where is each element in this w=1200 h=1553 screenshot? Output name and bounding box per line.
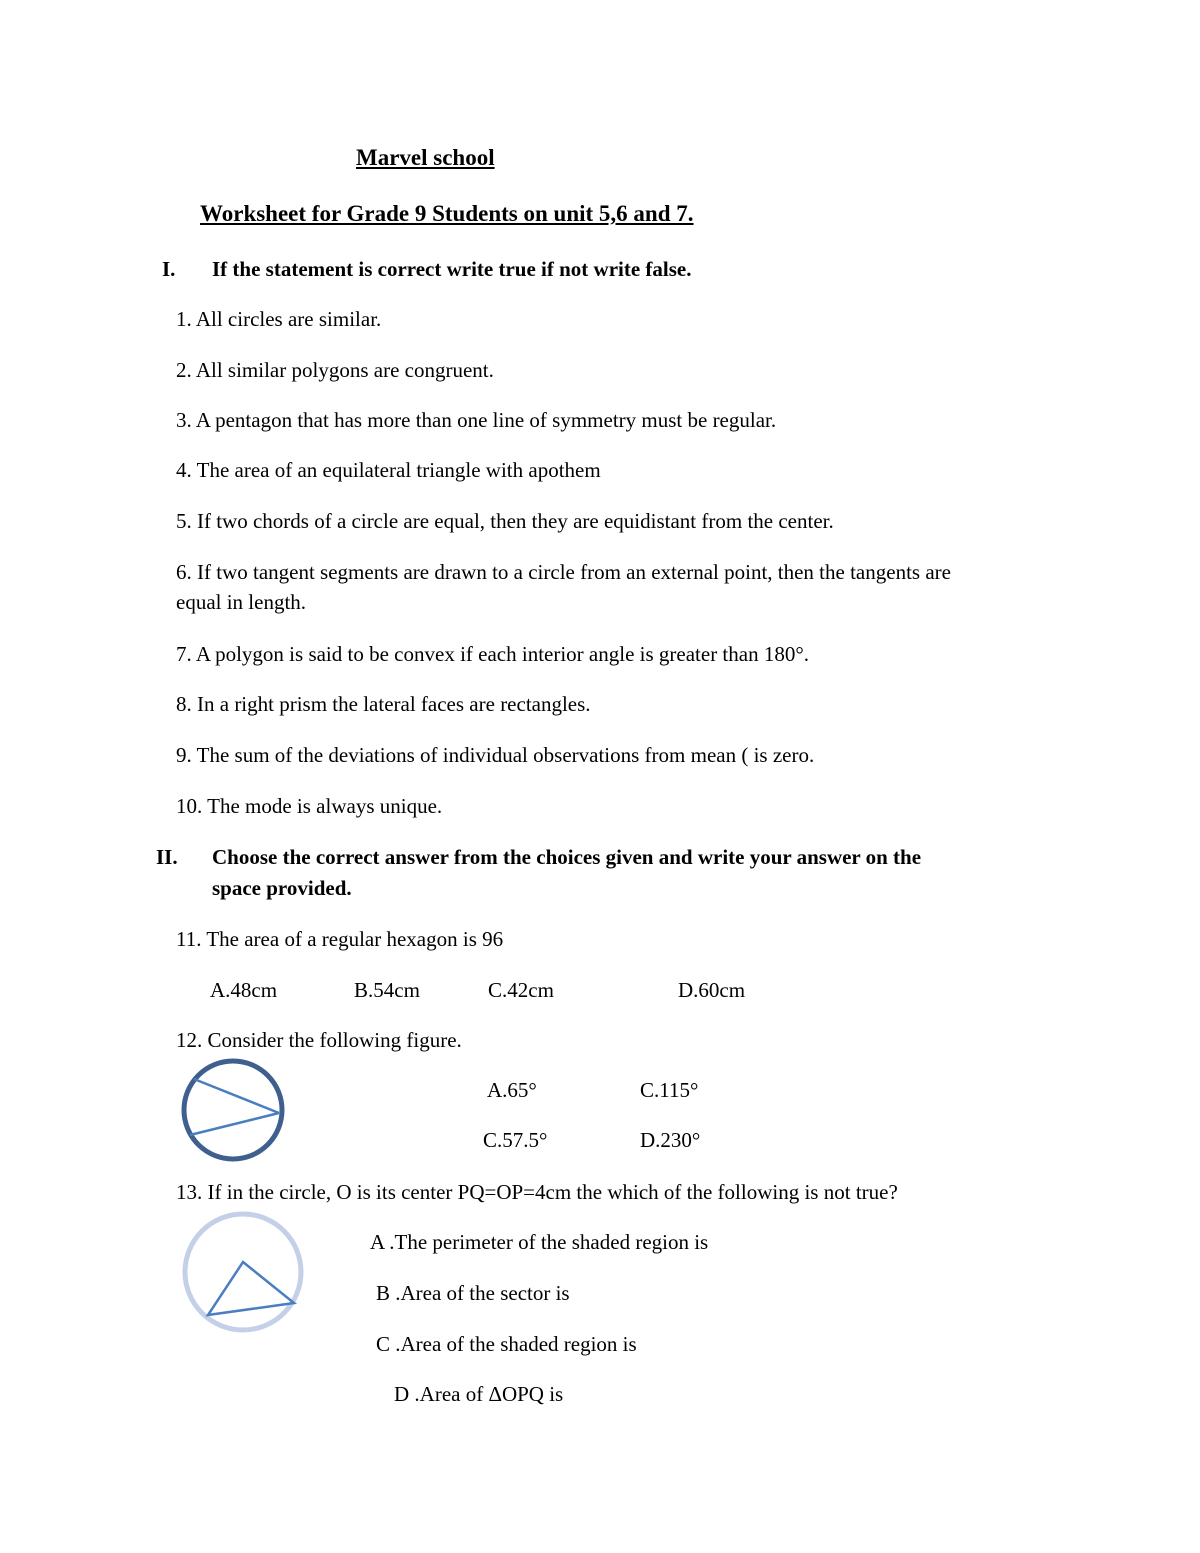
question-9: 9. The sum of the deviations of individual observations from mean ( is zero.	[176, 743, 815, 767]
q12-option-c2: C.57.5°	[483, 1128, 548, 1152]
q12-option-a: A.65°	[487, 1078, 537, 1102]
section-2-number: II.	[156, 845, 178, 869]
q12-circle-figure	[178, 1058, 290, 1164]
question-3: 3. A pentagon that has more than one line of symmetry must be regular.	[176, 408, 777, 432]
q12-option-d: D.230°	[640, 1128, 701, 1152]
section-2-instruction-line1: Choose the correct answer from the choices given and write your answer on the	[212, 845, 922, 869]
q11-option-a: A.48cm	[210, 978, 278, 1002]
section-2-instruction-line2: space provided.	[212, 876, 352, 900]
question-4: 4. The area of an equilateral triangle with apothem	[176, 458, 601, 482]
question-6-continued: equal in length.	[176, 590, 307, 614]
question-8: 8. In a right prism the lateral faces are rectangles.	[176, 692, 591, 716]
q13-option-c: C .Area of the shaded region is	[376, 1332, 637, 1356]
q13-option-a: A .The perimeter of the shaded region is	[370, 1230, 709, 1254]
q13-circle-figure	[178, 1210, 310, 1336]
q11-option-d: D.60cm	[678, 978, 746, 1002]
question-7: 7. A polygon is said to be convex if each interior angle is greater than 180°.	[176, 642, 809, 666]
question-5: 5. If two chords of a circle are equal, then they are equidistant from the center.	[176, 509, 834, 533]
question-12: 12. Consider the following figure.	[176, 1028, 462, 1052]
question-10: 10. The mode is always unique.	[176, 794, 443, 818]
school-name: Marvel school	[356, 145, 495, 170]
q12-circle	[184, 1061, 282, 1159]
question-6: 6. If two tangent segments are drawn to a circle from an external point, then the tangents are	[176, 560, 951, 584]
q12-chord-bottom	[190, 1113, 279, 1135]
section-1-number: I.	[162, 257, 176, 281]
worksheet-title: Worksheet for Grade 9 Students on unit 5,6 and 7.	[200, 201, 694, 226]
q13-option-d: D .Area of ΔOPQ is	[394, 1382, 564, 1406]
q13-triangle-opq	[208, 1262, 294, 1315]
question-11: 11. The area of a regular hexagon is 96	[176, 927, 504, 951]
q13-circle	[185, 1214, 301, 1330]
question-13: 13. If in the circle, O is its center PQ=OP=4cm the which of the following is not true?	[176, 1180, 898, 1204]
section-1-instruction: If the statement is correct write true if not write false.	[212, 257, 692, 281]
q12-chord-top	[194, 1079, 279, 1113]
q12-option-c1: C.115°	[640, 1078, 699, 1102]
question-2: 2. All similar polygons are congruent.	[176, 358, 494, 382]
q13-option-b: B .Area of the sector is	[376, 1281, 570, 1305]
q11-option-c: C.42cm	[488, 978, 554, 1002]
q11-option-b: B.54cm	[354, 978, 420, 1002]
question-1: 1. All circles are similar.	[176, 307, 382, 331]
